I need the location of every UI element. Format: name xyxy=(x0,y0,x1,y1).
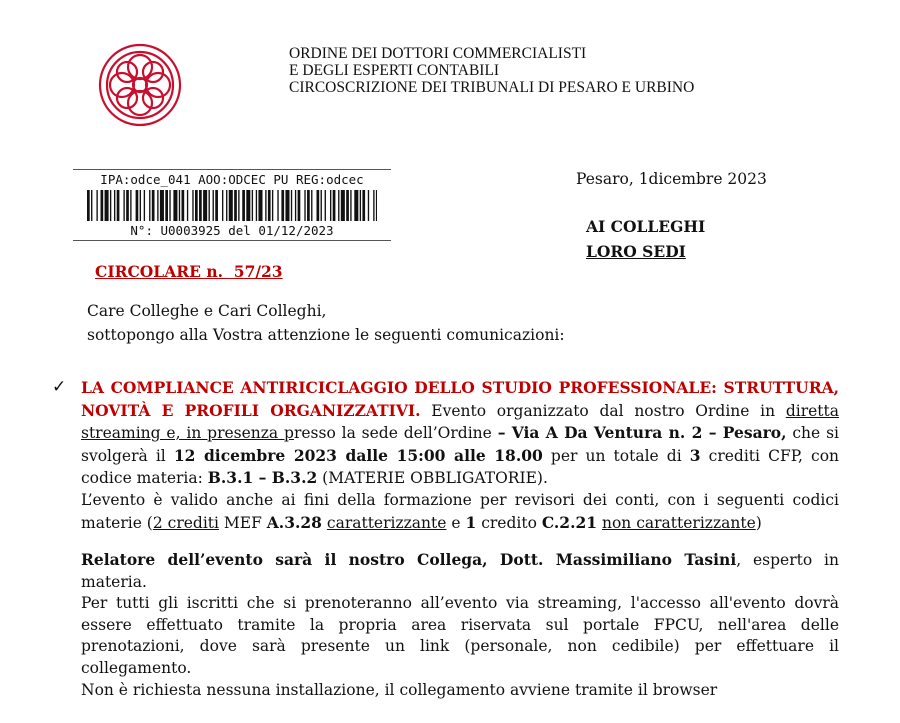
text-run-underlined: caratterizzante xyxy=(326,513,447,532)
header-line-2: E DEGLI ESPERTI CONTABILI xyxy=(289,62,500,79)
recipients-line-2: LORO SEDI xyxy=(586,242,686,261)
text-run: resso la sede dell’Ordine xyxy=(293,424,498,443)
event-description xyxy=(81,377,839,534)
browser-paragraph: Non è richiesta nessuna installazione, il collegamento avviene tramite il browser xyxy=(81,680,718,699)
text-run: ) xyxy=(755,513,762,532)
text-run-underlined: diretta streaming e, in presenza p xyxy=(81,401,839,443)
protocol-registry: IPA:odce_041 AOO:ODCEC PU REG:odcec xyxy=(100,172,364,187)
credit-count: 1 xyxy=(465,512,477,532)
header-line-3: CIRCOSCRIZIONE DEI TRIBUNALI DI PESARO E URBINO xyxy=(289,79,695,96)
barcode-icon xyxy=(87,190,377,221)
greeting xyxy=(87,299,565,347)
greeting-line-2: sottopongo alla Vostra attenzione le seguenti comunicazioni: xyxy=(87,326,565,344)
protocol-stamp xyxy=(73,169,391,241)
checkmark-icon: ✓ xyxy=(52,377,67,397)
speaker-name: Relatore dell’evento sarà il nostro Collega, Dott. Massimiliano Tasini xyxy=(81,550,737,569)
odcec-knot-logo-icon xyxy=(97,42,183,128)
text-run: per un totale di xyxy=(542,446,690,465)
credits-count: 3 xyxy=(689,445,701,465)
text-run: MEF xyxy=(218,513,267,532)
circular-number: CIRCOLARE n. 57/23 xyxy=(95,262,283,281)
text-run: L’evento è valido anche ai fini della formazione per revisori dei conti, con i seguenti codici materie ( xyxy=(81,490,839,532)
organization-header xyxy=(289,45,694,96)
header-line-1: ORDINE DEI DOTTORI COMMERCIALISTI xyxy=(289,45,587,62)
text-run: Evento organizzato dal nostro Ordine in xyxy=(420,401,786,420)
recipients-line-1: AI COLLEGHI xyxy=(586,217,706,236)
text-run: che si svolgerà il xyxy=(81,424,839,465)
speaker-and-access xyxy=(81,549,839,701)
mef-code-2: C.2.21 xyxy=(541,512,598,532)
subject-codes: B.3.1 – B.3.2 xyxy=(207,468,318,488)
text-run: e xyxy=(446,513,466,532)
document-date: Pesaro, 1dicembre 2023 xyxy=(576,170,767,188)
text-run-underlined: 2 crediti xyxy=(152,513,219,532)
text-run-underlined: non caratterizzante xyxy=(601,513,756,532)
event-location: – Via A Da Ventura n. 2 – Pesaro, xyxy=(497,423,787,443)
text-run: , esperto in materia. xyxy=(81,551,839,591)
text-run: (MATERIE OBBLIGATORIE). xyxy=(317,469,548,488)
protocol-number: N°: U0003925 del 01/12/2023 xyxy=(130,223,334,238)
event-paragraph-1 xyxy=(81,377,839,490)
mef-code: A.3.28 xyxy=(266,512,322,532)
event-paragraph-2 xyxy=(81,490,839,534)
text-run: credito xyxy=(476,513,542,532)
event-title: LA COMPLIANCE ANTIRICICLAGGIO DELLO STUDIO PROFESSIONALE: STRUTTURA, NOVITÀ E PROFILI ORGANIZZATIVI. xyxy=(81,378,839,420)
event-datetime: 12 dicembre 2023 dalle 15:00 alle 18.00 xyxy=(173,445,543,465)
recipients xyxy=(586,214,705,264)
access-paragraph: Per tutti gli iscritti che si prenoteranno all’evento via streaming, l'accesso all'evento dovrà essere effettuato tramite la propria area riservata sul portale FPCU, nell'area delle prenotazioni, dove sarà presente un link (personale, non cedibile) per effettuare il collegamento. xyxy=(81,594,839,677)
greeting-line-1: Care Colleghe e Cari Colleghi, xyxy=(87,302,327,320)
text-run: crediti CFP, con codice materia: xyxy=(81,446,840,488)
speaker-paragraph xyxy=(81,549,839,593)
